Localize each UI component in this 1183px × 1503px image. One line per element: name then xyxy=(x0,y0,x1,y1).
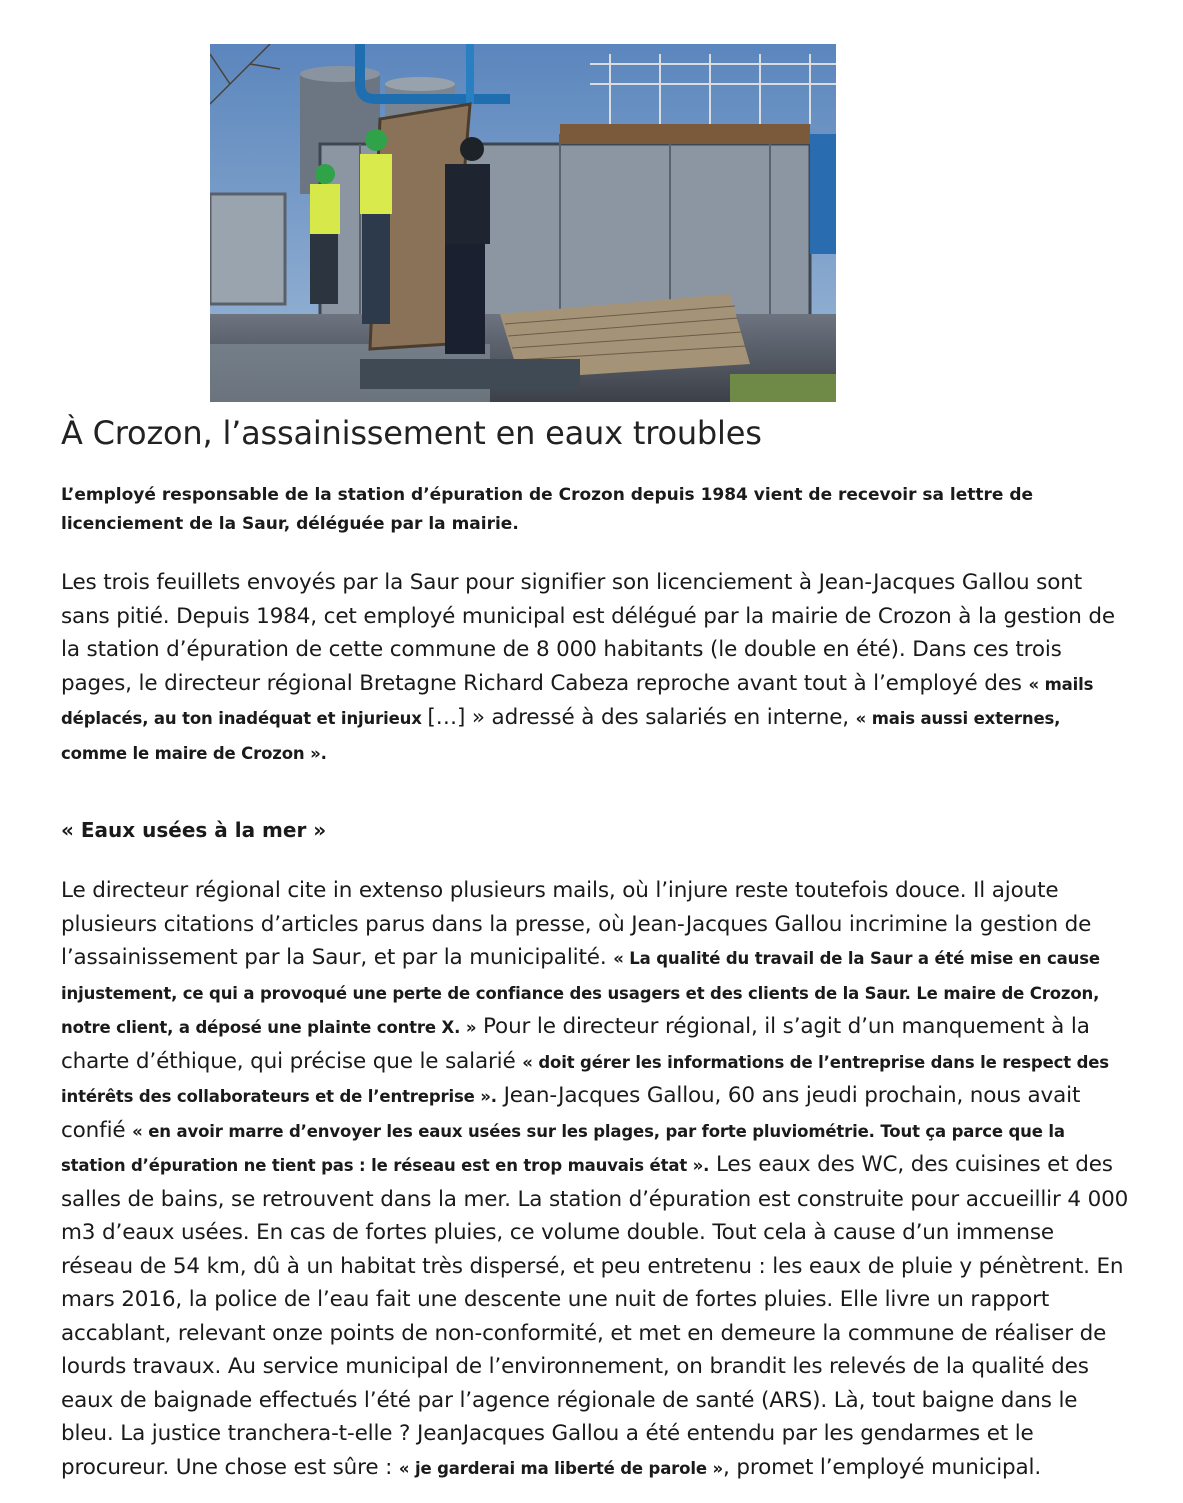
p2-quote-4: « je garderai ma liberté de parole » xyxy=(398,1458,723,1478)
p1-quote-2: « mais aussi externes, comme le maire de Crozon ». xyxy=(61,709,1061,763)
article-photo xyxy=(210,44,836,402)
p2-quote-3: « en avoir marre d’envoyer les eaux usées sur les plages, par forte pluviométrie. Tout ça parce que la station d’épuration ne tient pas : le réseau est en trop mauvais état ». xyxy=(61,1121,1065,1175)
p2-text-1: Le directeur régional cite in extenso plusieurs mails, où l’injure reste toutefois douce. Il ajoute plusieurs citations d’articles parus dans la presse, où Jean-Jacques Gallou incrimine la gestion de l’assainissement par la Saur, et par la municipalité. xyxy=(61,878,1092,970)
paragraph-1 xyxy=(61,566,1131,770)
article-headline: À Crozon, l’assainissement en eaux troubles xyxy=(61,414,762,452)
p2-text-2: Pour le directeur régional, il s’agit d’un manquement à la charte d’éthique, qui précise que le salarié xyxy=(61,1014,1090,1074)
p1-text-2: […] » adressé à des salariés en interne, xyxy=(427,705,856,730)
p2-text-4: Les eaux des WC, des cuisines et des salles de bains, se retrouvent dans la mer. La station d’épuration est construite pour accueillir 4 000 m3 d’eaux usées. En cas de fortes pluies, ce volume double. Tout cela à cause d’un immense réseau de 54 km, dû à un habitat très dispersé, et peu entretenu : les eaux de pluie y pénètrent. En mars 2016, la police de l’eau fait une descente une nuit de fortes pluies. Elle livre un rapport accablant, relevant onze points de non-conformité, et met en demeure la commune de réaliser de lourds travaux. Au service municipal de l’environnement, on brandit les relevés de la qualité des eaux de baignade effectués l’été par l’agence régionale de santé (ARS). Là, tout baigne dans le bleu. La justice tranchera-t-elle ? JeanJacques Gallou a été entendu par les gendarmes et le procureur. Une chose est sûre : xyxy=(61,1152,1129,1480)
article-lead: L’employé responsable de la station d’épuration de Crozon depuis 1984 vient de recevoir sa lettre de licenciement de la Saur, déléguée par la mairie. xyxy=(61,485,1034,534)
section-subheading: « Eaux usées à la mer » xyxy=(61,818,327,842)
p2-quote-2: « doit gérer les informations de l’entreprise dans le respect des intérêts des collaborateurs et de l’entreprise ». xyxy=(61,1052,1109,1106)
p2-text-5: , promet l’employé municipal. xyxy=(723,1454,1042,1480)
p2-quote-1: « La qualité du travail de la Saur a été mise en cause injustement, ce qui a provoqué une perte de confiance des usagers et des clients de la Saur. Le maire de Crozon, notre client, a déposé une plainte contre X. » xyxy=(61,949,1100,1037)
paragraph-2 xyxy=(61,874,1131,1485)
p2-text-3: Jean-Jacques Gallou, 60 ans jeudi prochain, nous avait confié xyxy=(61,1083,1081,1143)
p1-text-1: Les trois feuillets envoyés par la Saur pour signifier son licenciement à Jean-Jacques Gallou sont sans pitié. Depuis 1984, cet employé municipal est délégué par la mairie de Crozon à la gestion de la station d’épuration de cette commune de 8 000 habitants (le double en été). Dans ces trois pages, le directeur régional Bretagne Richard Cabeza reproche avant tout à l’employé des xyxy=(61,570,1116,696)
photo-illustration xyxy=(210,44,836,402)
p1-quote-1: « mails déplacés, au ton inadéquat et injurieux xyxy=(61,674,1094,728)
